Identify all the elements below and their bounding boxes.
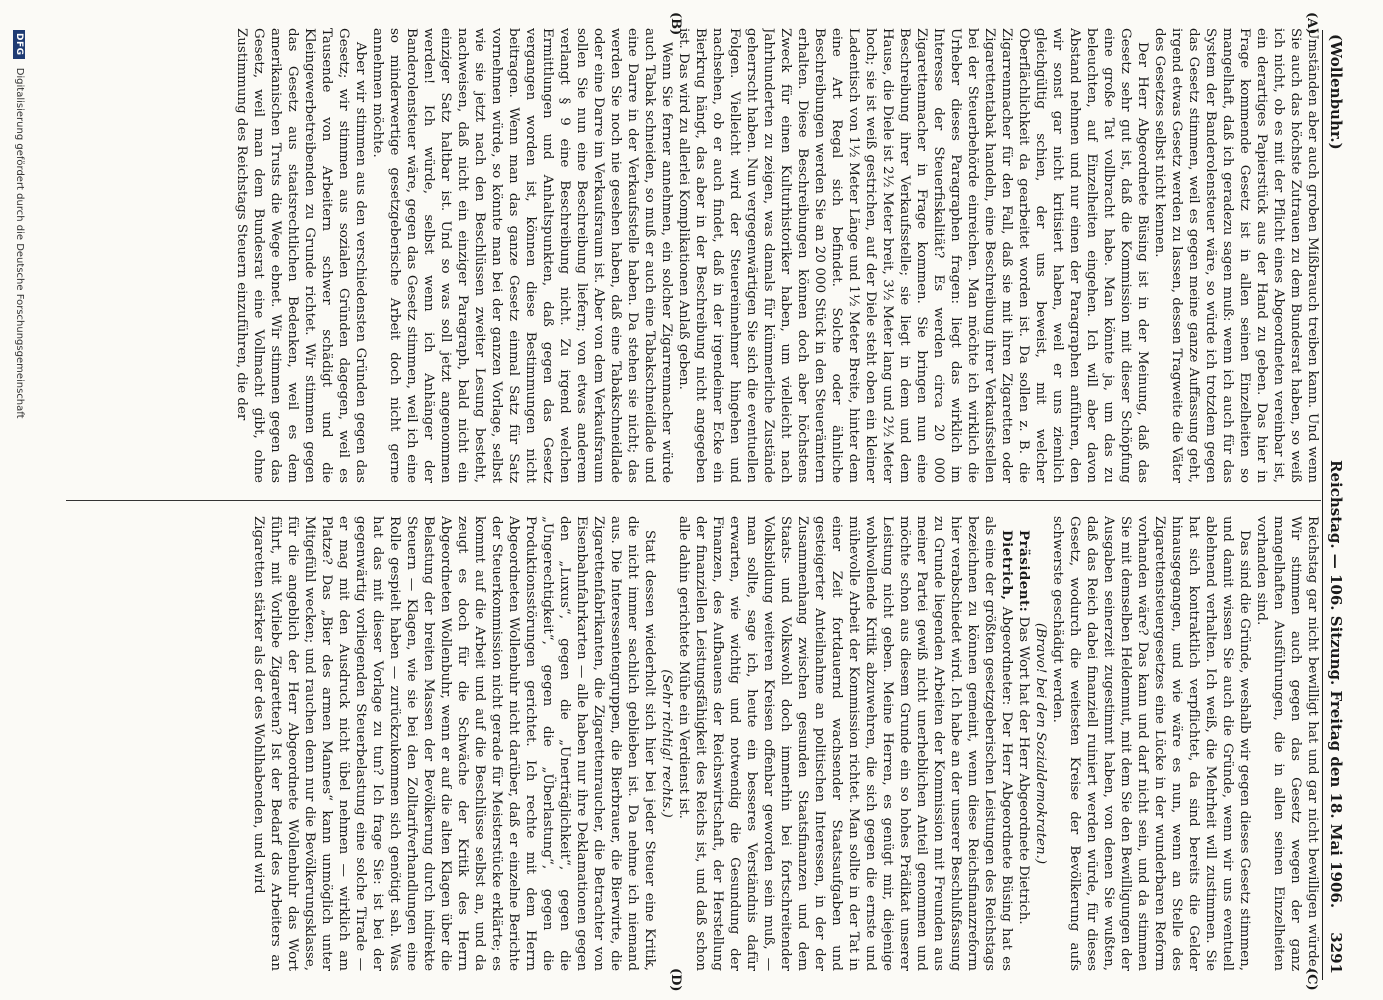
reaction-note: (Bravo! bei den Sozialdemokraten.) (1033, 622, 1048, 865)
speaker-name: Dietrich, (999, 530, 1015, 601)
margin-marker-a: (A) (1304, 12, 1319, 35)
president-label: Präsident: (1016, 530, 1032, 613)
column-divider (66, 500, 1321, 501)
page-number: 3291 (1327, 932, 1345, 974)
reaction-note: (Sehr richtig! rechts.) (659, 669, 674, 818)
right-column (71, 516, 1321, 971)
paragraph: Reichstag gar nicht bewilligt hat und gar nicht bewilligen würde. Wir stimmen auch gegen das Gesetz wegen der ganz mangelhaften Ausführungen, die in allen seinen Einzelheiten vorhanden sind. (1254, 516, 1320, 971)
paragraph: Aber wir stimmen aus den verschiedensten Gründen gegen das Gesetz; wir stimmen aus sozialen Gründen dagegen, weil es Tausende von Arbeitern schwer schädigt und die Kleingewerbetreibenden zu Grunde richtet. Wir stimmen gegen das Gesetz aus staatsrechtlichen Bedenken, weil es dem amerikanischen Trusts die Wege ebnet. Wir stimmen gegen das Gesetz, weil man dem Bundesrat eine Vollmacht gibt, ohne Zustimmung des Reichstags Steuern einzuführen, die der (234, 28, 368, 483)
paragraph: Der Herr Abgeordnete Büsing ist in der Meinung, daß das Gesetz sehr gut ist, daß die Kommission mit dieser Schöpfung eine große Tat vollbracht habe. Man könnte ja, um das zu beleuchten, auf Einzelheiten eingehen. Ich will aber davon Abstand nehmen und nur einen der Paragraphen anführen, den wir sonst gar nicht kritisiert haben, weil er uns ziemlich gleichgültig schien, der uns beweist, mit welcher Oberflächlichkeit da gearbeitet worden ist. Da sollen z. B. die Zigarrenmacher für den Fall, daß sie mit ihren Zigaretten oder Zigarettentabak handeln, eine Beschreibung ihrer Verkaufsstellen bei der Steuerbehörde einreichen. Man möchte ich wirklich die Urheber dieses Paragraphen fragen: liegt das wirklich im Interesse der Steuerfiskalität? Es werden circa 20 000 Zigarettenmacher in Frage kommen. Sie bringen nun eine Beschreibung ihrer Verkaufsstelle; sie liegt in dem und dem Hause, die Diele ist 2½ Meter breit, 3½ Meter lang und 2½ Meter hoch; sie ist weiß gestrichen, auf der Diele steht oben ein kleiner Ladentisch von 1½ Meter Länge und 1½ Meter Breite, hinter dem eine Art Regal sich befindet. Solche oder ähnliche Beschreibungen werden Sie an 20 000 Stück in den Steuerämtern erhalten. Diese Beschreibungen können doch aber höchstens Zweck für einen Kulturhistoriker haben, um vielleicht nach Jahrhunderten zu zeigen, was damals für kümmerliche Zustände geherrscht haben. Nun vergegenwärtigen Sie sich die eventuellen Folgen. Vielleicht wird der Steuereinnehmer hingehen und nachsehen, ob er auch findet, daß in der irgendeiner Ecke ein Bierkrug hängt, das aber in der Beschreibung nicht angegeben ist. Das wird zu allerlei Komplikationen Anlaß geben. (676, 28, 1150, 483)
footer-text: Digitalisierung gefördert durch die Deutsche Forschungsgemeinschaft (14, 67, 25, 419)
president-text: Das Wort hat der Herr Abgeordnete Dietrich. (1016, 616, 1031, 925)
margin-marker-c: (C) (1304, 968, 1319, 991)
margin-marker-b: (B) (668, 12, 683, 36)
paragraph: Wenn Sie ferner annehmen, ein solcher Zigarrenmacher würde auch Tabak schneiden, so muß er auch eine Tabakschneidlade und eine Darre in der Verkaufsstelle haben. Da stehen sie nicht; das werden Sie noch nie gesehen haben, daß eine Tabakschneidlade oder eine Darre im Verkaufsraum ist. Aber von dem Verkaufsraum sollen Sie nun eine Beschreibung liefern; von etwas anderem verlangt § 9 eine Beschreibung nicht. Zu irgend welchen Ermittlungen und Anhaltspunkten, daß gegen das Gesetz vergangen worden ist, können diese Bestimmungen nicht beitragen. Wenn man das ganze Gesetz einmal Satz für Satz vornehmen würde, so könnte man bei der ganzen Vorlage, selbst wie sie jetzt nach den Beschlüssen zweiter Lesung besteht, nachweisen, daß nicht ein einziger Paragraph, bald nicht ein einziger Satz haltbar ist. Und so was soll jetzt angenommen werden! Ich würde, selbst wenn ich Anhänger der Banderolensteuer wäre, gegen das Gesetz stimmen, weil ich eine so minderwertige gesetzgeberische Arbeit doch nicht gerne annehmen möchte. (370, 28, 674, 483)
speaker-continuation: (Wollenbuhr.) (1327, 34, 1345, 150)
speaker-text: Abgeordneter: Der Herr Abgeordnete Büsing hat es als eine der größten gesetzgeberischen Leistungen des Reichstags bezeichnen zu können gemeint, wenn diese Reichsfinanzreform hier verabschiedet wird. Ich habe an der unserer Beschlußfassung zu Grunde liegenden Arbeiten der Kommission mit Freunden aus meiner Partei gewiß nicht unerheblichen Anteil genommen und möchte schon aus diesem Grunde ein so hohes Prädikat unserer Leistung nicht geben. Meine Herren, es genügt mir, diejenige wohlwollende Kritik abzuwehren, die sich gegen die ernste und mühevolle Arbeit der Kommission richtet. Man sollte in der Tat in einer Zeit fortdauernd wachsender Staatsaufgaben und gesteigerter Anteilnahme an politischen Interessen, in der der Zusammenhang zwischen gesunden Staatsfinanzen und dem Staats- und Volkswohl doch immerhin bei fortschreitender Volksbildung weiteren Kreisen offenbar geworden sein muß, — man sollte, sage ich, heute ein besseres Verständnis dafür erwarten, wie wichtig und notwendig die Gesundung der Finanzen, des Aufbauens der Reichswirtschaft, der Herstellung der finanziellen Leistungsfähigkeit des Reichs ist, und daß schon alle dahin gerichtete Mühe ein Verdienst ist. (676, 516, 1014, 971)
paragraph: Statt dessen wiederholt sich hier bei jeder Steuer eine Kritik, die nicht immer sachlich geblieben ist. Da nehme ich niemand aus. Die Interessentengruppen, die Bierbrauer, die Bierwirte, die Zigarettenfabrikanten, die Zigarettenraucher, die Betrachter von Eisenbahnfahrkarten — alle haben nur ihre Deklamationen gegen den „Luxus“, gegen die „Unerträglichkeit“, gegen die „Ungerechtigkeit“, gegen die „Überlastung“, gegen die Produktionsstörungen gerichtet. Ich rechte mit dem Herrn Abgeordneten Wollenbuhr nicht darüber, daß er einzelne Berichte der Steuerkommission nicht gerade für Meisterstücke erklärte; es kommt auf die Arbeit und auf die Beschlüsse selbst an, und da zeugt es doch für die Schwäche der Kritik des Herrn Abgeordneten Wollenbuhr, wenn er auf die alten Klagen über die Belastung der breiten Massen der Bevölkerung durch indirekte Steuern — Klagen, wie sie bei den Zolltarifverhandlungen eine Rolle gespielt haben — zurückzukommen sich genötigt sah. Was hat das mit dieser Vorlage zu tun? Ich frage Sie: ist bei der gegenwärtig vorliegenden Steuerbelastung eine solche Tirade — er mag mit den Ausdruck nicht übel nehmen — wirklich am Platze? Das „Bier des armen Mannes“ kann unmöglich unter Mitgefühl wecken; und rauchen denn nur die Bevölkerungsklasse, für die angeblich der Herr Abgeordnete Wollenbuhr das Wort führt, mit Vorliebe Zigaretten? Ist der Bedarf des Arbeiters an Zigaretten stärker als der des Wohlhabenden, und wird (251, 516, 657, 971)
digitization-footer (13, 30, 25, 980)
dfg-logo: DFG (13, 30, 25, 59)
paragraph: Umständen aber auch groben Mißbrauch treiben kann. Und wenn Sie auch das höchste Zutrauen zu dem Bundesrat haben, so weiß ich nicht, ob es mit der Pflicht eines Abgeordneten vereinbar ist, ein derartiges Papierstück aus der Hand zu geben. Das hier in Frage kommende Gesetz ist in allen seinen Einzelheiten so mangelhaft, daß ich geradezu sagen muß: wenn ich auch für das System der Banderolensteuer wäre, so würde ich trotzdem gegen das Gesetz stimmen, weil es gegen meine ganze Auffassung geht, irgend etwas Gesetz werden zu lassen, dessen Tragweite die Väter des Gesetzes selbst nicht kennen. (1152, 28, 1320, 483)
session-title: Reichstag. — 106. Sitzung. Freitag den 18. Mai 1906. (1327, 460, 1345, 909)
page-header (1322, 30, 1349, 980)
left-column (71, 28, 1321, 483)
margin-marker-d: (D) (668, 968, 683, 992)
paragraph: Das sind die Gründe, weshalb wir gegen dieses Gesetz stimmen, und damit wissen Sie auch die Gründe, wenn wir uns eventuell ablehnend verhalten. Ich weiß, die Mehrheit will zustimmen. Sie hat sich kontraktlich verpflichtet, da sind bereits die Gelder hinausgegangen, und wie wäre es nun, wenn an Stelle des Zigarettensteuergesetzes eine Lücke in der wunderbaren Reform vorhanden wäre? Das kann und darf nicht sein, und da stimmen Sie mit demselben Heldenmut, mit dem Sie den Bewilligungen der Ausgaben seinerzeit zugestimmt haben, von denen Sie wußten, daß das Reich dabei finanziell ruiniert werden würde, für dieses Gesetz, wodurch die weitesten Kreise der Bevölkerung aufs schwerste geschädigt werden. (1050, 516, 1252, 971)
